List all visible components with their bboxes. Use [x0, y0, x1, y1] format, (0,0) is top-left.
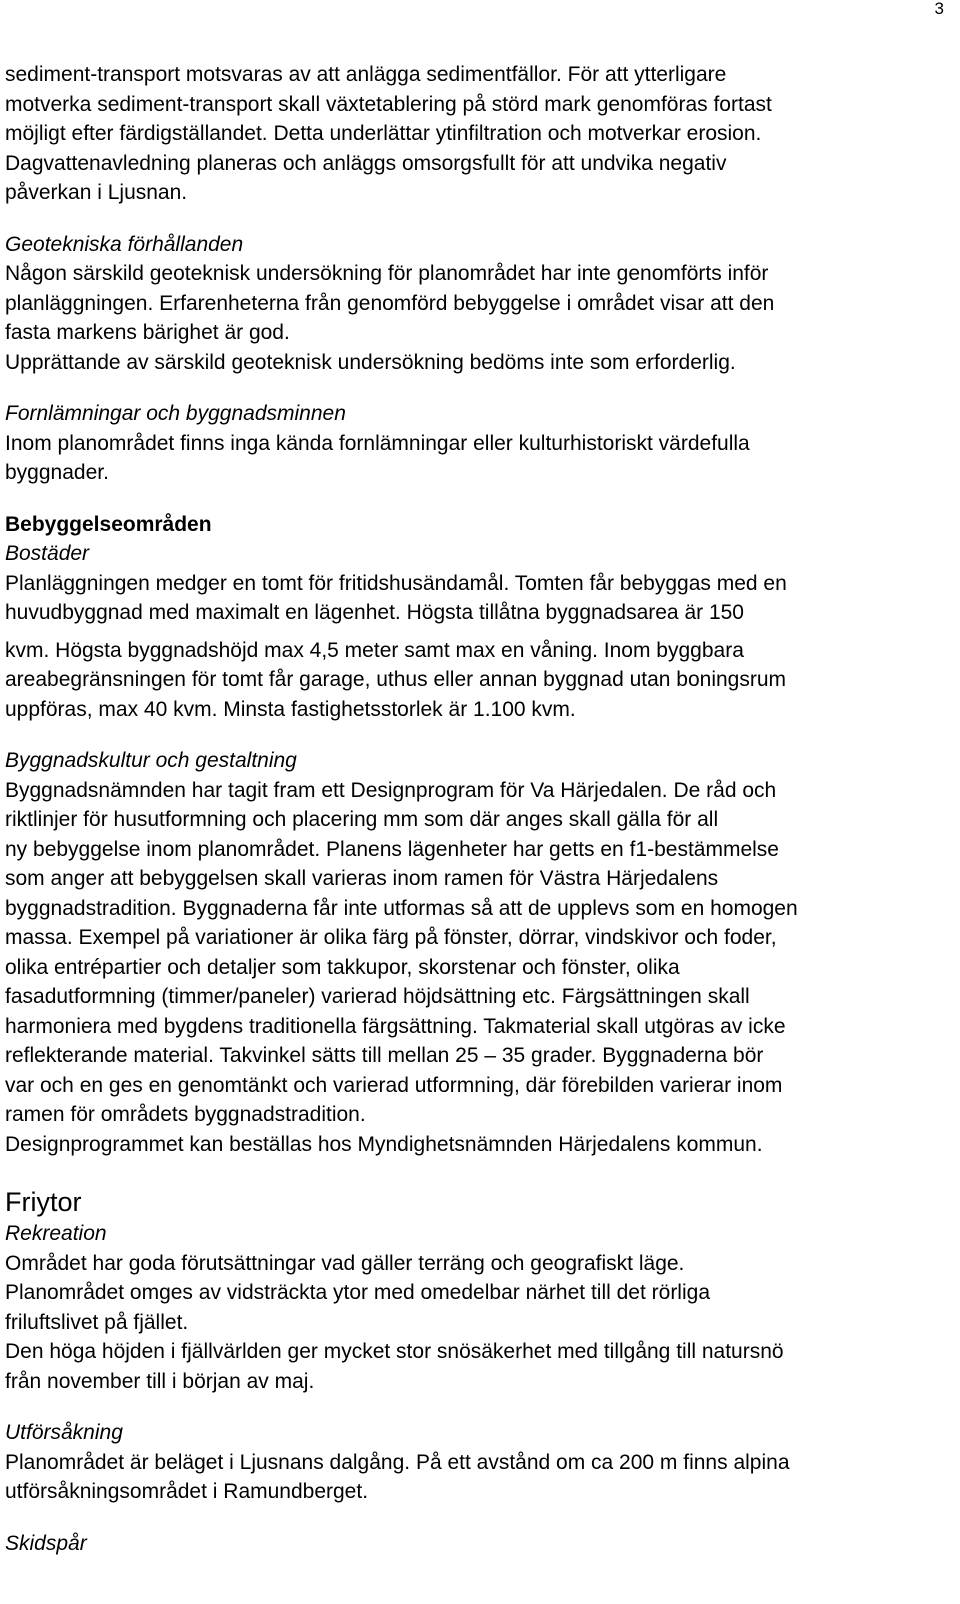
- text-line: byggnader.: [5, 461, 109, 484]
- text-line: från november till i början av maj.: [5, 1369, 315, 1393]
- text-line: reflekterande material. Takvinkel sätts till mellan 25 – 35 grader. Byggnaderna bör: [5, 1044, 764, 1067]
- text-line: huvudbyggnad med maximalt en lägenhet. Högsta tillåtna byggnadsarea är 150: [5, 601, 744, 624]
- text-line: Området har goda förutsättningar vad gäller terräng och geografiskt läge.: [5, 1251, 685, 1275]
- document-body: [5, 60, 950, 1558]
- text-line: sediment-transport motsvaras av att anlägga sedimentfällor. För att ytterligare: [5, 63, 727, 86]
- intro-paragraph: [5, 60, 950, 208]
- text-line: friluftslivet på fjället.: [5, 1310, 189, 1334]
- text-line: Planområdet är beläget i Ljusnans dalgång. På ett avstånd om ca 200 m finns alpina: [5, 1450, 790, 1474]
- subsection-heading: Skidspår: [5, 1531, 87, 1555]
- text-line: Någon särskild geoteknisk undersökning för planområdet har inte genomförts inför: [5, 262, 769, 285]
- text-line: areabegränsningen för tomt får garage, uthus eller annan byggnad utan boningsrum: [5, 668, 787, 691]
- text-line: uppföras, max 40 kvm. Minsta fastighetsstorlek är 1.100 kvm.: [5, 697, 576, 721]
- text-line: ny bebyggelse inom planområdet. Planens lägenheter har getts en f1-bestämmelse: [5, 837, 779, 861]
- text-line: utförsåkningsområdet i Ramundberget.: [5, 1480, 369, 1503]
- text-line: Dagvattenavledning planeras och anläggs omsorgsfullt för att undvika negativ: [5, 151, 727, 175]
- text-line: möjligt efter färdigställandet. Detta underlättar ytinfiltration och motverkar erosion.: [5, 122, 762, 145]
- text-line: Byggnadsnämnden har tagit fram ett Designprogram för Va Härjedalen. De råd och: [5, 778, 777, 802]
- text-line: Inom planområdet finns inga kända fornlämningar eller kulturhistoriskt värdefulla: [5, 431, 750, 455]
- subsection-heading: Bostäder: [5, 542, 90, 565]
- section-heading: Friytor: [5, 1187, 82, 1217]
- geotekniska-section: [5, 230, 950, 378]
- text-line: massa. Exempel på variationer är olika färg på fönster, dörrar, vindskivor och foder,: [5, 926, 777, 949]
- subsection-heading: Rekreation: [5, 1222, 107, 1245]
- text-line: riktlinjer för husutformning och placering mm som där anges skall gälla för all: [5, 808, 719, 831]
- text-line: fasadutformning (timmer/paneler) varierad höjdsättning etc. Färgsättningen skall: [5, 985, 750, 1008]
- text-line: ramen för områdets byggnadstradition.: [5, 1103, 366, 1126]
- text-line: harmoniera med bygdens traditionella färgsättning. Takmaterial skall utgöras av icke: [5, 1014, 786, 1038]
- subsection-heading: Utförsåkning: [5, 1421, 123, 1444]
- text-line: olika entrépartier och detaljer som takkupor, skorstenar och fönster, olika: [5, 955, 680, 979]
- text-line: Designprogrammet kan beställas hos Myndighetsnämnden Härjedalens kommun.: [5, 1132, 763, 1156]
- section-heading: Fornlämningar och byggnadsminnen: [5, 402, 346, 425]
- text-line: motverka sediment-transport skall växtetablering på störd mark genomföras fortast: [5, 92, 772, 116]
- text-line: Planområdet omges av vidsträckta ytor med omedelbar närhet till det rörliga: [5, 1281, 710, 1304]
- section-heading: Geotekniska förhållanden: [5, 232, 244, 256]
- text-line: Upprättande av särskild geoteknisk undersökning bedöms inte som erforderlig.: [5, 350, 736, 374]
- byggnadskultur-section: [5, 746, 950, 1159]
- bebyggelse-section: [5, 510, 950, 725]
- text-line: som anger att bebyggelsen skall varieras inom ramen för Västra Härjedalens: [5, 867, 719, 890]
- section-heading: Bebyggelseområden: [5, 512, 212, 536]
- fornlamningar-section: [5, 399, 950, 488]
- text-line: planläggningen. Erfarenheterna från genomförd bebyggelse i området visar att den: [5, 291, 775, 315]
- text-line: Den höga höjden i fjällvärlden ger mycket stor snösäkerhet med tillgång till natursnö: [5, 1340, 784, 1363]
- text-line: byggnadstradition. Byggnaderna får inte utformas så att de upplevs som en homogen: [5, 896, 798, 920]
- text-line: kvm. Högsta byggnadshöjd max 4,5 meter samt max en våning. Inom byggbara: [5, 638, 744, 662]
- section-heading: Byggnadskultur och gestaltning: [5, 749, 297, 772]
- text-line: var och en ges en genomtänkt och varierad utformning, där förebilden varierar inom: [5, 1073, 783, 1097]
- friytor-section: [5, 1185, 950, 1558]
- text-line: påverkan i Ljusnan.: [5, 181, 188, 204]
- text-line: fasta markens bärighet är god.: [5, 321, 290, 344]
- page-number: 3: [934, 0, 944, 18]
- text-line: Planläggningen medger en tomt för fritidshusändamål. Tomten får bebyggas med en: [5, 571, 787, 595]
